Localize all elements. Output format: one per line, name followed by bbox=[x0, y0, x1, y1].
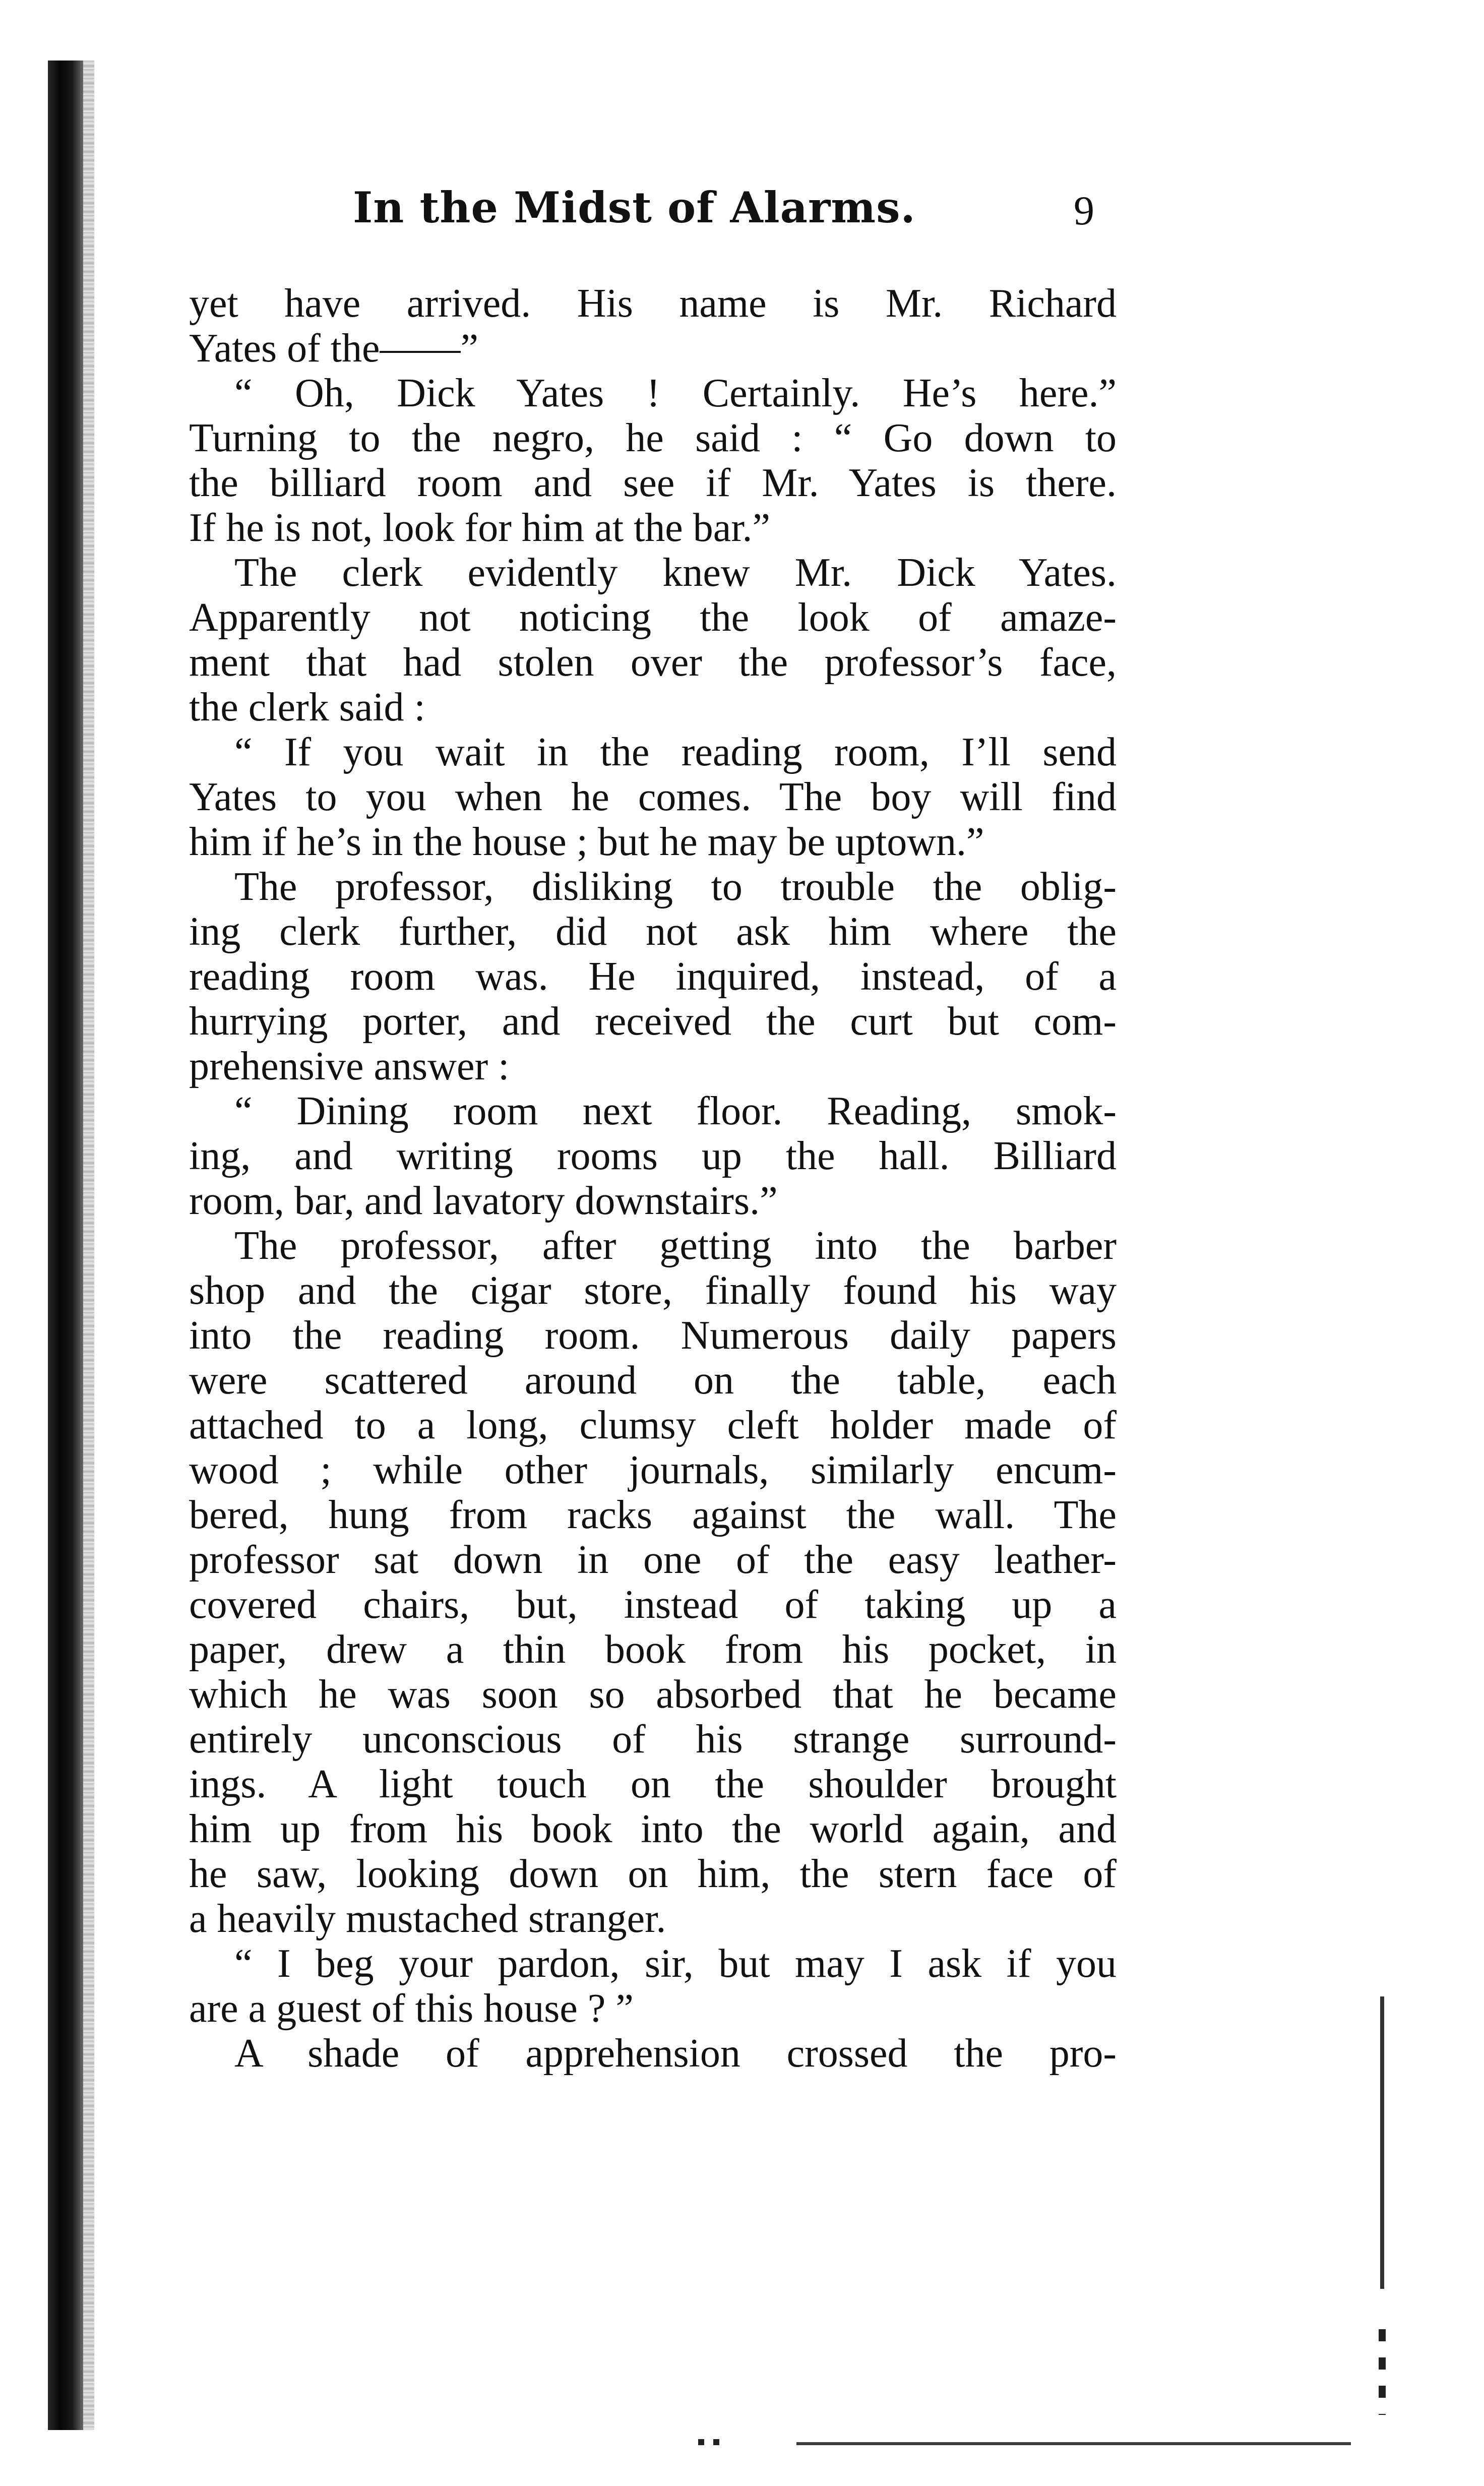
text-line: ings. A light touch on the shoulder brought bbox=[189, 1762, 1117, 1806]
text-line: ment that had stolen over the professor’s face, bbox=[189, 640, 1117, 685]
text-line: ing clerk further, did not ask him where the bbox=[189, 909, 1117, 954]
text-line: attached to a long, clumsy cleft holder made of bbox=[189, 1403, 1117, 1447]
text-line: “ I beg your pardon, sir, but may I ask if you bbox=[234, 1942, 1117, 1986]
text-line: ing, and writing rooms up the hall. Billiard bbox=[189, 1134, 1117, 1178]
page-gutter-edge bbox=[83, 60, 94, 2430]
text-line: reading room was. He inquired, instead, of a bbox=[189, 954, 1117, 999]
text-line: covered chairs, but, instead of taking up a bbox=[189, 1583, 1117, 1627]
text-line: entirely unconscious of his strange surround- bbox=[189, 1717, 1117, 1762]
text-line: the clerk said : bbox=[189, 685, 425, 730]
text-line: were scattered around on the table, each bbox=[189, 1358, 1117, 1403]
text-line: A shade of apprehension crossed the pro- bbox=[234, 2031, 1117, 2076]
text-line: “ Oh, Dick Yates ! Certainly. He’s here.” bbox=[234, 371, 1117, 415]
running-head: In the Midst of Alarms. bbox=[353, 183, 916, 232]
text-line: Turning to the negro, he said : “ Go down to bbox=[189, 416, 1117, 460]
text-line: The professor, after getting into the barber bbox=[234, 1224, 1117, 1268]
text-line: the billiard room and see if Mr. Yates is there. bbox=[189, 461, 1117, 505]
book-spine-shadow bbox=[48, 60, 83, 2430]
page-bottom-edge-mark bbox=[796, 2442, 1351, 2445]
text-line: shop and the cigar store, finally found his way bbox=[189, 1268, 1117, 1313]
body-text bbox=[189, 281, 1117, 2076]
text-line: a heavily mustached stranger. bbox=[189, 1897, 666, 1941]
page-number: 9 bbox=[1074, 188, 1094, 233]
text-line: wood ; while other journals, similarly encum- bbox=[189, 1448, 1117, 1492]
text-line: into the reading room. Numerous daily papers bbox=[189, 1313, 1117, 1358]
text-line: paper, drew a thin book from his pocket, in bbox=[189, 1627, 1117, 1672]
text-line: “ Dining room next floor. Reading, smok- bbox=[234, 1089, 1117, 1133]
text-line: are a guest of this house ? ” bbox=[189, 1986, 634, 2031]
text-line: Yates to you when he comes. The boy will find bbox=[189, 775, 1117, 819]
text-line: The professor, disliking to trouble the oblig- bbox=[234, 865, 1117, 909]
text-line: him up from his book into the world again, and bbox=[189, 1807, 1117, 1851]
text-line: The clerk evidently knew Mr. Dick Yates. bbox=[234, 551, 1117, 595]
text-line: which he was soon so absorbed that he became bbox=[189, 1672, 1117, 1717]
text-line: Yates of the——” bbox=[189, 326, 479, 371]
text-line: Apparently not noticing the look of amaze- bbox=[189, 595, 1117, 640]
text-line: yet have arrived. His name is Mr. Richard bbox=[189, 281, 1117, 326]
text-line: professor sat down in one of the easy leather- bbox=[189, 1538, 1117, 1582]
text-line: “ If you wait in the reading room, I’ll send bbox=[234, 730, 1117, 774]
text-line: If he is not, look for him at the bar.” bbox=[189, 506, 771, 550]
text-line: him if he’s in the house ; but he may be uptown.” bbox=[189, 820, 984, 864]
text-line: room, bar, and lavatory downstairs.” bbox=[189, 1179, 778, 1223]
text-line: bered, hung from racks against the wall. The bbox=[189, 1493, 1117, 1537]
page-right-edge-mark bbox=[1380, 1996, 1384, 2289]
text-line: he saw, looking down on him, the stern face of bbox=[189, 1852, 1117, 1896]
page-bottom-dots bbox=[698, 2439, 728, 2445]
text-line: hurrying porter, and received the curt but com- bbox=[189, 999, 1117, 1044]
page-right-edge-ticks bbox=[1379, 2329, 1386, 2415]
text-line: prehensive answer : bbox=[189, 1044, 510, 1088]
